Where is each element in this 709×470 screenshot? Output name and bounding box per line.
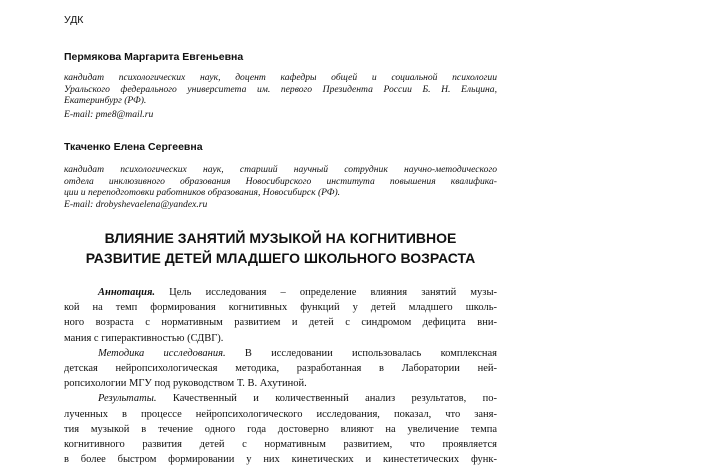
article-title (64, 228, 497, 268)
author-1-email: E-mail: pme8@mail.ru (64, 109, 154, 120)
abstract-line: ропсихологии МГУ под руководством Т. В. Ахутиной. (64, 378, 307, 390)
affiliation-line: ции и переподготовки работников образования, Новосибирск (РФ). (64, 187, 341, 198)
affiliation-line: отдела инклюзивного образования Новосибирского института повышения квалифика- (64, 175, 497, 187)
abstract-line: в более быстром формировании у них кинетических и кинестетических функ- (64, 454, 497, 466)
author-2-affiliation (64, 164, 497, 199)
author-2-email: E-mail: drobyshevaelena@yandex.ru (64, 199, 208, 210)
title-line: РАЗВИТИЕ ДЕТЕЙ МЛАДШЕГО ШКОЛЬНОГО ВОЗРАСТА (85, 250, 476, 266)
affiliation-line: кандидат психологических наук, старший научный сотрудник научно-методического (64, 164, 497, 175)
abstract-lead: Аннотация. (98, 287, 156, 298)
abstract-line: кой на темп формирования когнитивных функций у детей младшего школь- (64, 302, 497, 314)
title-line: ВЛИЯНИЕ ЗАНЯТИЙ МУЗЫКОЙ НА КОГНИТИВНОЕ (104, 230, 457, 246)
abstract-line: Методика исследования. В исследовании использовалась комплексная (98, 347, 497, 359)
abstract-line: тия музыкой в течение одного года достоверно влияют на увеличение темпа (64, 423, 497, 435)
author-2-name: Ткаченко Елена Сергеевна (64, 141, 203, 153)
abstract-line: Результаты. Качественный и количественный анализ результатов, по- (98, 393, 497, 405)
affiliation-line: Уральского федерального университета им. первого Президента России Б. Н. Ельцина, (64, 83, 497, 95)
author-1-affiliation (64, 72, 497, 107)
abstract-line: мания с гиперактивностью (СДВГ). (64, 332, 224, 344)
abstract-line: Аннотация. Цель исследования – определение влияния занятий музы- (98, 287, 497, 298)
abstract-line: детская нейропсихологическая методика, разработанная в Лаборатории ней- (64, 363, 497, 375)
results-lead: Результаты. (98, 393, 157, 405)
author-1-name: Пермякова Маргарита Евгеньевна (64, 51, 244, 63)
abstract-line: когнитивного развития детей с нормативным развитием, что проявляется (64, 439, 497, 451)
abstract-line: лученных в процессе нейропсихологического исследования, показал, что заня- (64, 408, 497, 420)
methods-lead: Методика исследования. (98, 347, 226, 359)
udk-label: УДК (64, 14, 84, 26)
affiliation-line: Екатеринбург (РФ). (64, 95, 147, 106)
abstract-line: ного возраста с нормативным развитием и детей с синдромом дефицита вни- (64, 317, 497, 329)
abstract (64, 285, 497, 467)
affiliation-line: кандидат психологических наук, доцент кафедры общей и социальной психологии (64, 72, 497, 83)
